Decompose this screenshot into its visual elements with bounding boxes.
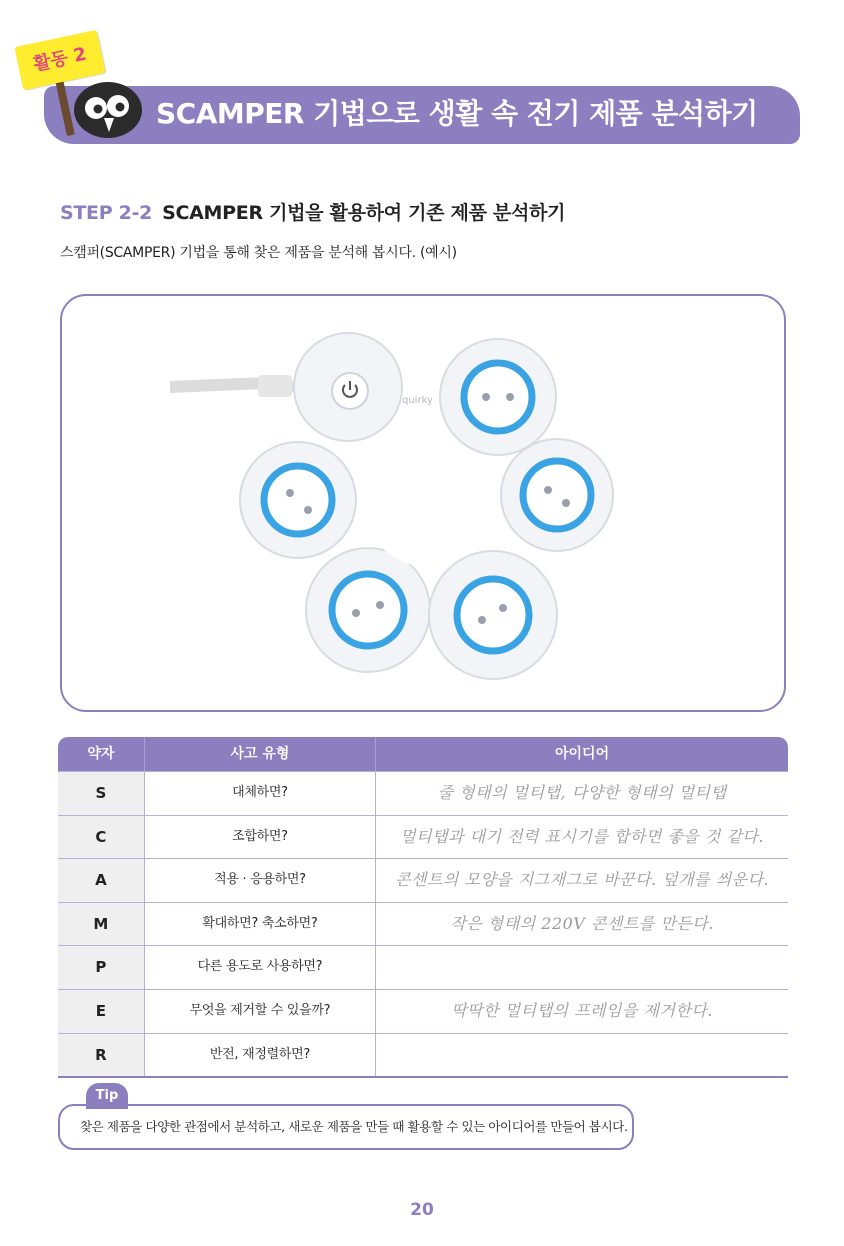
row-idea: 멀티탭과 대기 전력 표시기를 합하면 좋을 것 같다. xyxy=(400,826,764,846)
tip-badge: Tip xyxy=(86,1083,128,1109)
row-idea: 딱딱한 멀티탭의 프레임을 제거한다. xyxy=(451,1000,713,1020)
step-number: STEP 2-2 xyxy=(60,202,153,224)
row-letter: E xyxy=(58,990,145,1033)
table-row xyxy=(58,989,788,1033)
table-row xyxy=(58,1033,788,1077)
row-idea: 작은 형태의 220V 콘센트를 만든다. xyxy=(450,913,714,933)
row-type: 반전, 재정렬하면? xyxy=(145,1034,376,1077)
row-type: 무엇을 제거할 수 있을까? xyxy=(145,990,376,1033)
step-heading xyxy=(60,198,565,225)
tip-box: 찾은 제품을 다양한 관점에서 분석하고, 새로운 제품을 만들 때 활용할 수 있는 아이디어를 만들어 봅시다. xyxy=(58,1104,634,1150)
row-type: 적용 · 응용하면? xyxy=(145,859,376,902)
row-idea: 콘센트의 모양을 지그재그로 바꾼다. 덮개를 씌운다. xyxy=(394,870,770,890)
row-idea xyxy=(376,1034,788,1077)
header-idea: 아이디어 xyxy=(555,746,610,762)
row-type: 조합하면? xyxy=(145,816,376,859)
activity-label: 활동 2 xyxy=(31,43,89,76)
brand-label: quirky xyxy=(402,395,433,406)
row-idea xyxy=(376,946,788,989)
row-letter: A xyxy=(58,859,145,902)
scamper-table xyxy=(58,737,788,1078)
table-row xyxy=(58,858,788,902)
table-header xyxy=(58,737,788,771)
row-letter: P xyxy=(58,946,145,989)
table-row xyxy=(58,815,788,859)
row-letter: M xyxy=(58,903,145,946)
page-number: 20 xyxy=(410,1200,434,1220)
mascot-bird-icon xyxy=(70,70,150,140)
table-row xyxy=(58,902,788,946)
step-title: SCAMPER 기법을 활용하여 기존 제품 분석하기 xyxy=(162,202,566,224)
header-letter: 약자 xyxy=(58,737,145,771)
header-type: 사고 유형 xyxy=(145,737,376,771)
table-row xyxy=(58,945,788,989)
row-letter: R xyxy=(58,1034,145,1077)
row-letter: S xyxy=(58,772,145,815)
power-strip-image xyxy=(170,325,630,690)
row-type: 대체하면? xyxy=(145,772,376,815)
table-row xyxy=(58,771,788,815)
row-letter: C xyxy=(58,816,145,859)
power-button-icon xyxy=(332,373,368,409)
intro-text: 스캠퍼(SCAMPER) 기법을 통해 찾은 제품을 분석해 봅시다. (예시) xyxy=(60,245,457,261)
row-type: 다른 용도로 사용하면? xyxy=(145,946,376,989)
row-idea: 줄 형태의 멀티탭, 다양한 형태의 멀티탭 xyxy=(437,783,727,802)
row-type: 확대하면? 축소하면? xyxy=(145,903,376,946)
banner-title: SCAMPER 기법으로 생활 속 전기 제품 분석하기 xyxy=(156,97,758,130)
